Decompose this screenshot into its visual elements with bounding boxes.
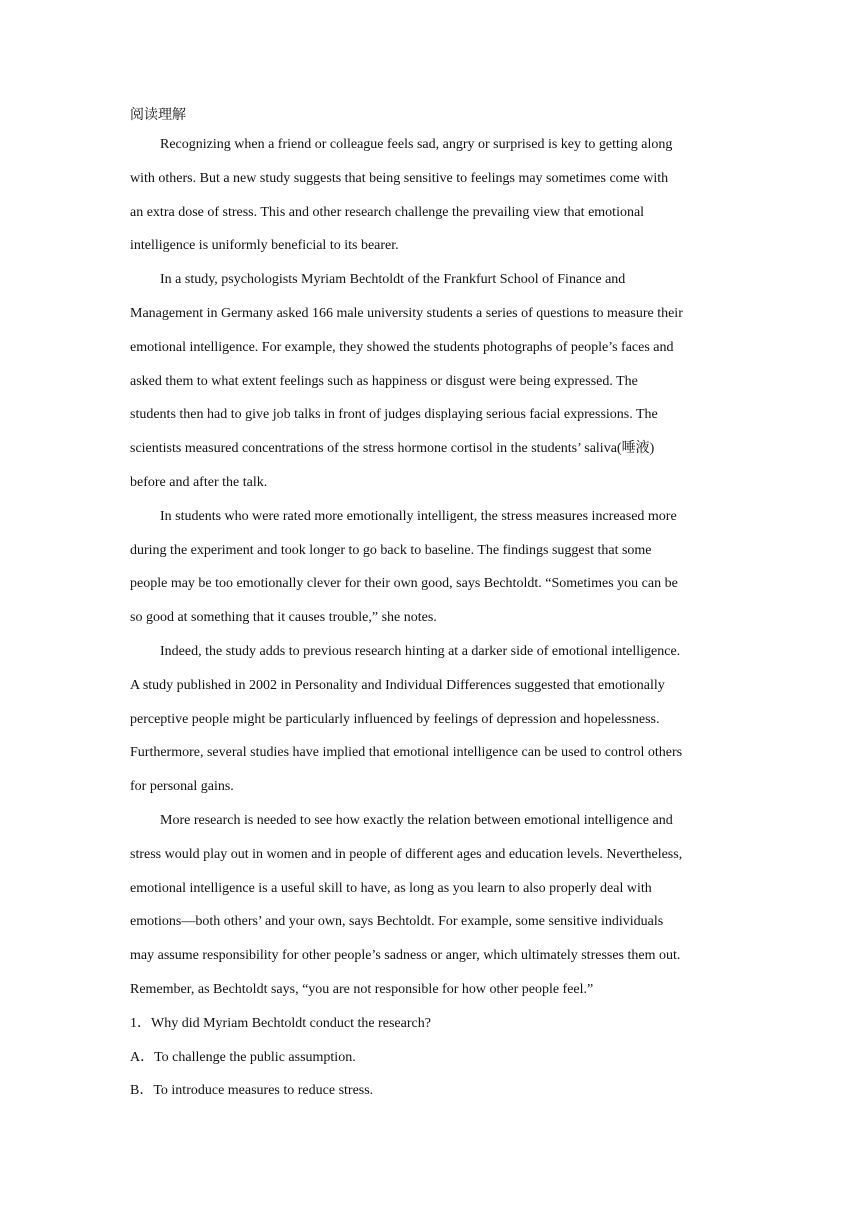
passage <box>130 128 732 1007</box>
section-title: 阅读理解 <box>130 107 186 123</box>
paragraph-line: during the experiment and took longer to go back to baseline. The findings suggest that some <box>130 542 652 558</box>
paragraph-1 <box>130 128 732 263</box>
paragraph-line: people may be too emotionally clever for their own good, says Bechtoldt. “Sometimes you can be <box>130 576 678 592</box>
paragraph-line: before and after the talk. <box>130 474 268 490</box>
paragraph-3 <box>130 500 732 635</box>
paragraph-line: with others. But a new study suggests that being sensitive to feelings may sometimes come with <box>130 170 669 186</box>
paragraph-line: for personal gains. <box>130 779 234 795</box>
paragraph-line: A study published in 2002 in Personality and Individual Differences suggested that emotionally <box>130 677 665 693</box>
paragraph-line: scientists measured concentrations of the stress hormone cortisol in the students’ saliva(唾液) <box>130 441 655 457</box>
paragraph-line: students then had to give job talks in front of judges displaying serious facial expressions. The <box>130 407 658 423</box>
paragraph-line: In a study, psychologists Myriam Bechtoldt of the Frankfurt School of Finance and <box>160 272 626 288</box>
paragraph-line: an extra dose of stress. This and other research challenge the prevailing view that emotional <box>130 204 645 220</box>
answer-option-a[interactable]: A．To challenge the public assumption. <box>130 1049 356 1065</box>
paragraph-line: stress would play out in women and in people of different ages and education levels. Nevertheless, <box>130 846 683 862</box>
paragraph-line: so good at something that it causes trouble,” she notes. <box>130 610 437 626</box>
paragraph-line: Furthermore, several studies have implied that emotional intelligence can be used to control others <box>130 745 683 761</box>
answer-option-b[interactable]: B．To introduce measures to reduce stress. <box>130 1083 374 1099</box>
paragraph-line: Remember, as Bechtoldt says, “you are not responsible for how other people feel.” <box>130 981 594 997</box>
paragraph-line: may assume responsibility for other people’s sadness or anger, which ultimately stresses them out. <box>130 948 681 964</box>
paragraph-line: emotions—both others’ and your own, says Bechtoldt. For example, some sensitive individuals <box>130 914 664 930</box>
paragraph-2 <box>130 263 732 500</box>
question-block <box>130 1007 732 1108</box>
paragraph-line: Management in Germany asked 166 male university students a series of questions to measure their <box>130 305 683 321</box>
paragraph-line: asked them to what extent feelings such as happiness or disgust were being expressed. The <box>130 373 638 389</box>
paragraph-line: emotional intelligence. For example, they showed the students photographs of people’s faces and <box>130 339 674 355</box>
paragraph-line: More research is needed to see how exactly the relation between emotional intelligence and <box>160 812 673 828</box>
paragraph-5 <box>130 804 732 1007</box>
paragraph-line: Indeed, the study adds to previous research hinting at a darker side of emotional intelligence. <box>160 643 681 659</box>
reading-document <box>130 103 732 1108</box>
paragraph-line: intelligence is uniformly beneficial to its bearer. <box>130 238 399 254</box>
paragraph-line: emotional intelligence is a useful skill to have, as long as you learn to also properly deal with <box>130 880 652 896</box>
question-text: 1．Why did Myriam Bechtoldt conduct the research? <box>130 1015 431 1031</box>
paragraph-line: perceptive people might be particularly influenced by feelings of depression and hopelessness. <box>130 711 660 727</box>
paragraph-line: Recognizing when a friend or colleague feels sad, angry or surprised is key to getting along <box>160 137 673 152</box>
paragraph-line: In students who were rated more emotionally intelligent, the stress measures increased more <box>160 508 677 524</box>
paragraph-4 <box>130 635 732 804</box>
